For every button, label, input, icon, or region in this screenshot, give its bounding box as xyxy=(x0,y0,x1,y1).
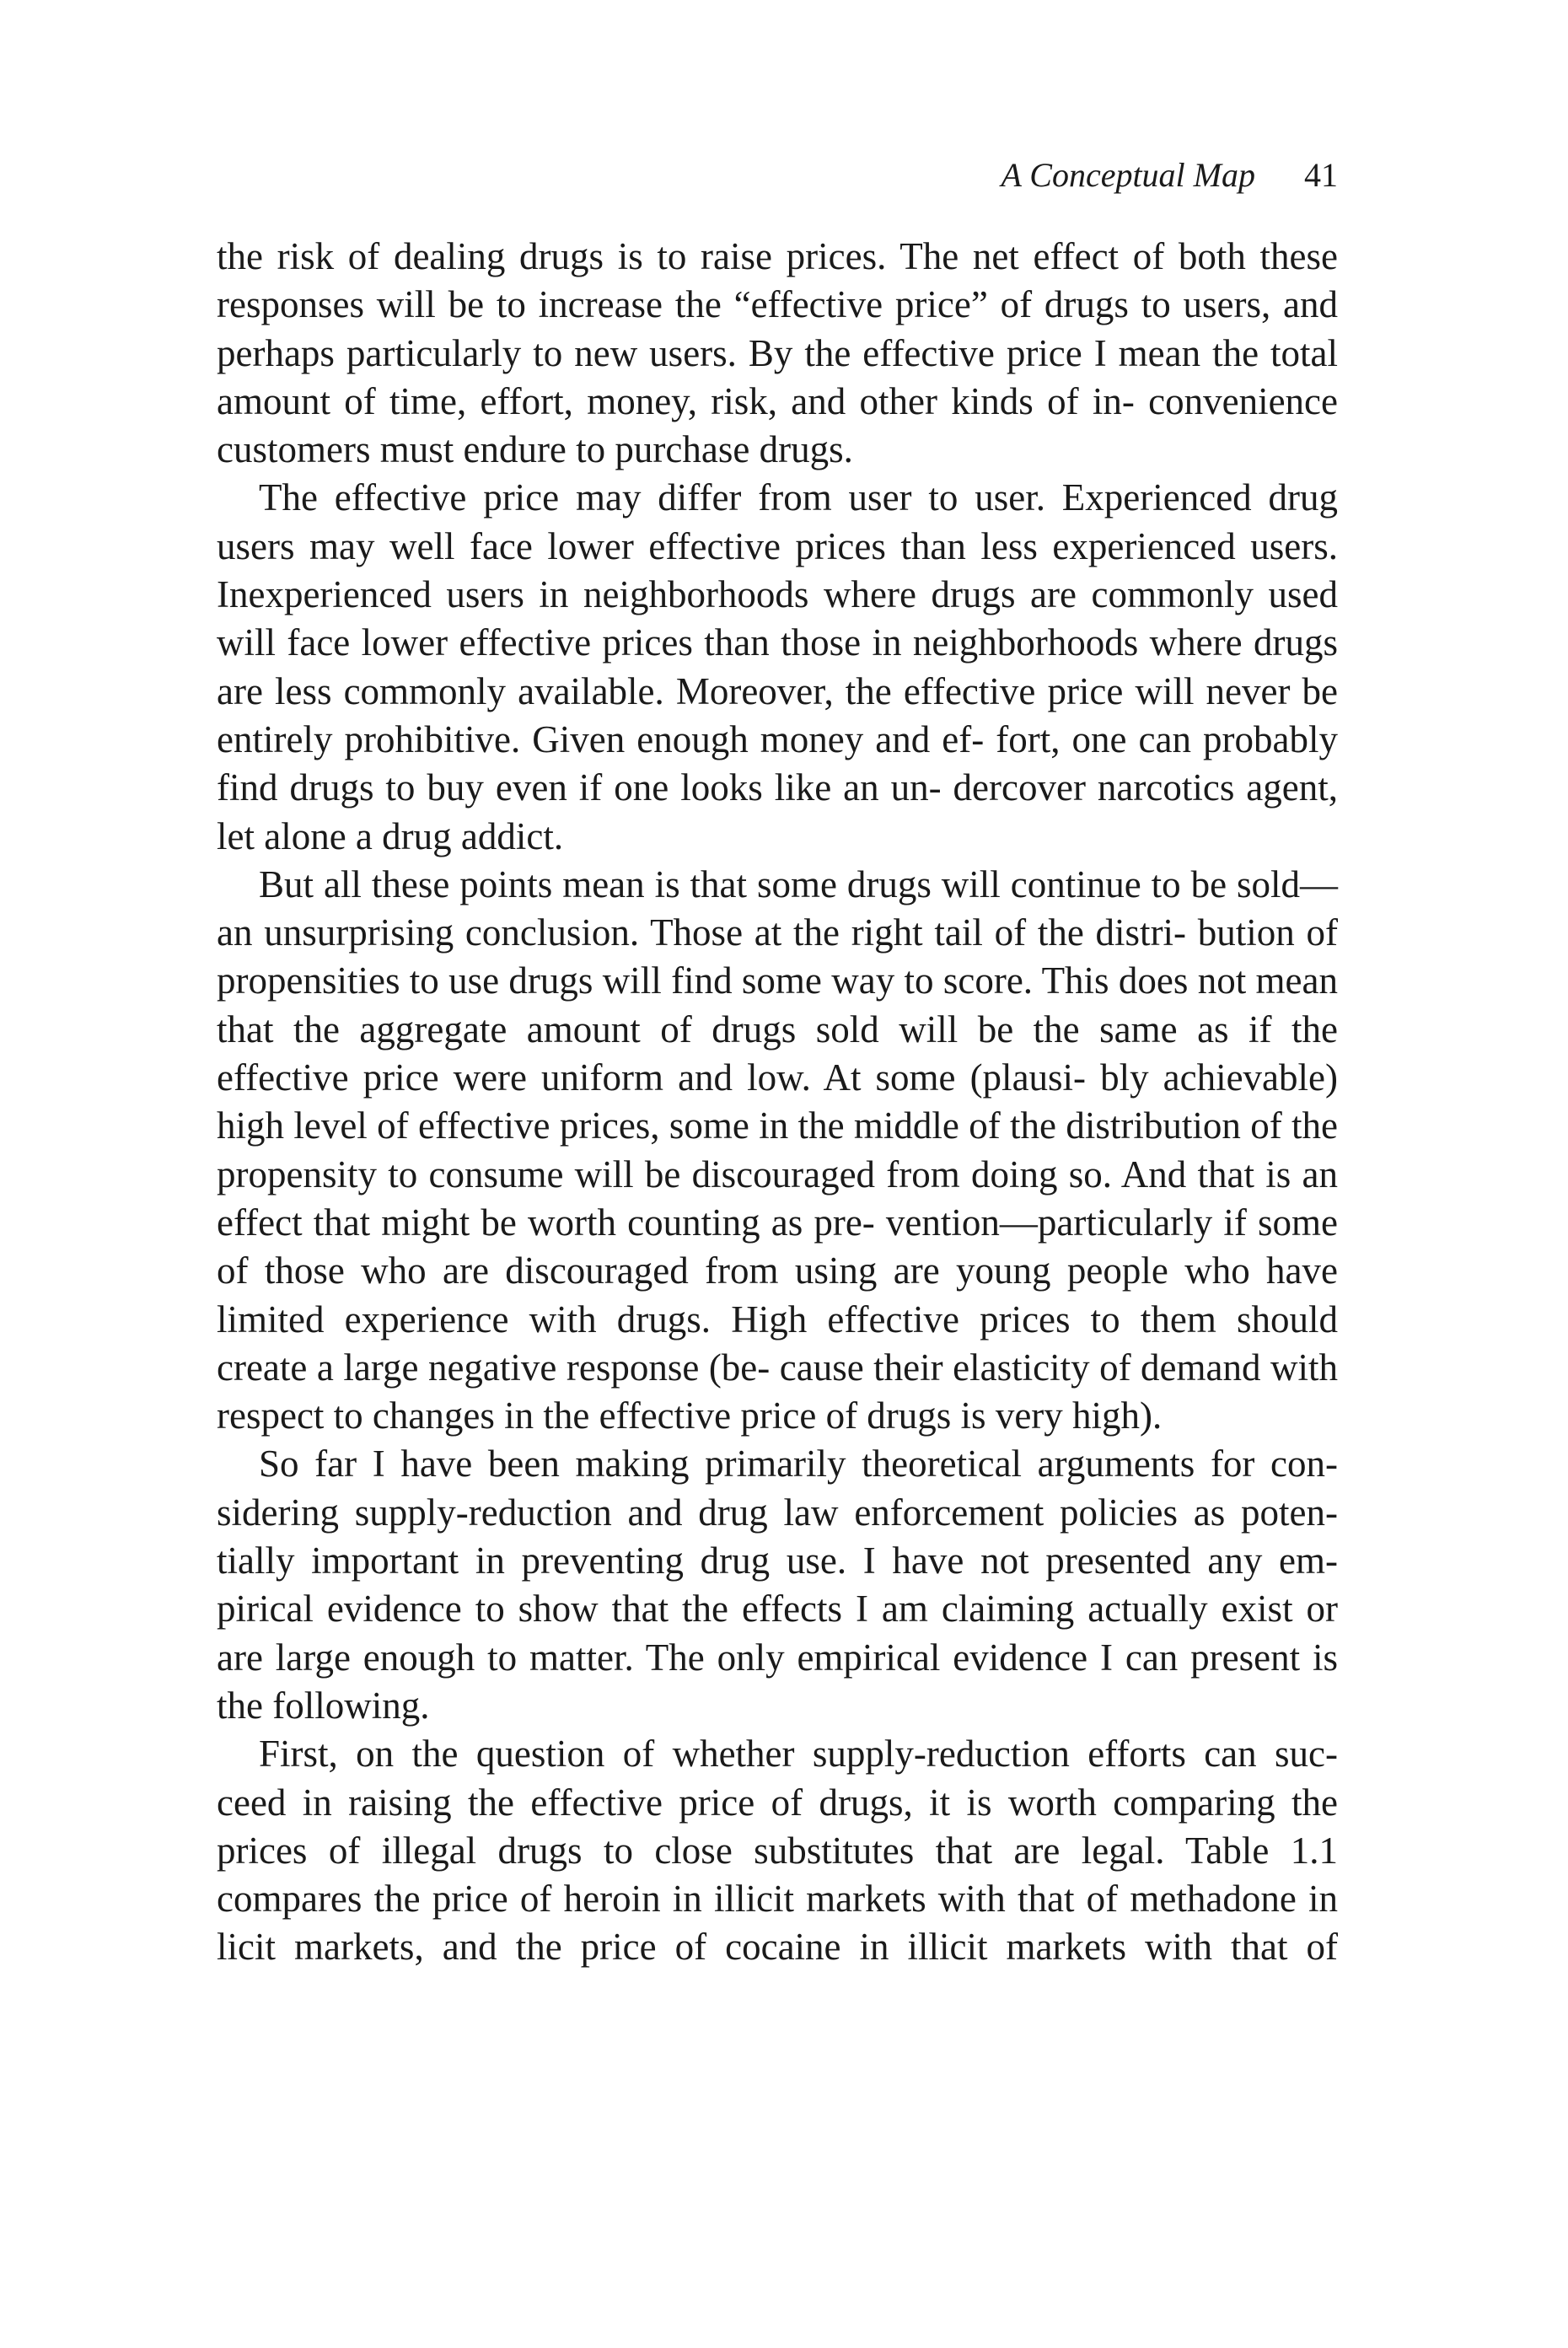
paragraph: So far I have been making primarily theoretical arguments for con- sidering supply-reduction and drug law enforcement policies as poten- tially important in preventing drug use. I have not presented any em- pirical evidence to show that the effects I am claiming actually exist or are large enough to matter. The only empirical evidence I can present is the following. xyxy=(217,1443,1338,1727)
paragraph: the risk of dealing drugs is to raise prices. The net effect of both these responses will be to increase the “effective price” of drugs to users, and perhaps particularly to new users. By the effective price I mean the total amount of time, effort, money, risk, and other kinds of in- convenience customers must endure to purchase drugs. xyxy=(217,235,1338,471)
paragraph: First, on the question of whether supply-reduction efforts can suc- ceed in raising the effective price of drugs, it is worth comparing the prices of illegal drugs to close substitutes that are legal. Table 1.1 compares the price of heroin in illicit markets with that of methadone in licit markets, and the price of cocaine in illicit markets with that of xyxy=(217,1733,1338,1969)
running-head-title: A Conceptual Map xyxy=(1001,156,1255,194)
page-number: 41 xyxy=(1304,156,1338,194)
paragraph: The effective price may differ from user to user. Experienced drug users may well face lower effective prices than less experienced users. Inexperienced users in neighborhoods where drugs are commonly used will face lower effective prices than those in neighborhoods where drugs are less commonly available. Moreover, the effective price will never be entirely prohibitive. Given enough money and ef- fort, one can probably find drugs to buy even if one looks like an un- dercover narcotics agent, let alone a drug addict. xyxy=(217,476,1338,857)
paragraph: But all these points mean is that some drugs will continue to be sold—an unsurprising conclusion. Those at the right tail of the distri- bution of propensities to use drugs will find some way to score. This does not mean that the aggregate amount of drugs sold will be the same as if the effective price were uniform and low. At some (plausi- bly achievable) high level of effective prices, some in the middle of the distribution of the propensity to consume will be discouraged from doing so. And that is an effect that might be worth counting as pre- vention—particularly if some of those who are discouraged from using are young people who have limited experience with drugs. High effective prices to them should create a large negative response (be- cause their elasticity of demand with respect to changes in the effective price of drugs is very high). xyxy=(217,862,1338,1437)
body-text xyxy=(217,233,1338,1972)
running-head xyxy=(217,152,1338,199)
